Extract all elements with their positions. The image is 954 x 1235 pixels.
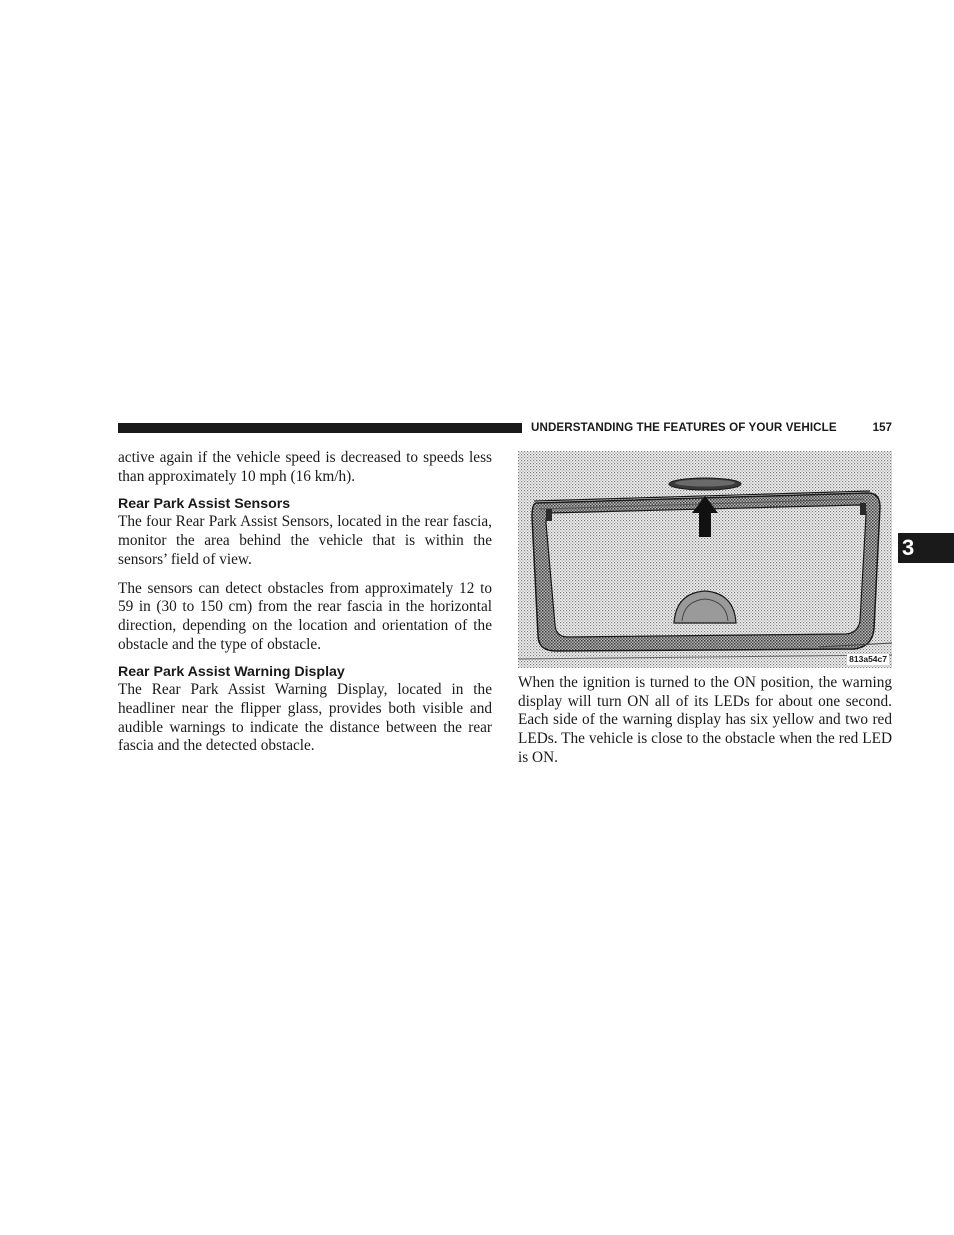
ignition-paragraph: When the ignition is turned to the ON position, the warning display will turn ON all of its LEDs for about one second. Each side of the warning display has six yellow and two red LEDs. The vehicle is close to the obstacle when the red LED is ON. [518,674,892,766]
rear-window-drawing [518,451,892,668]
chapter-tab: 3 [898,533,954,563]
sensors-paragraph-1: The four Rear Park Assist Sensors, located in the rear fascia, monitor the area behind the vehicle that is within the sensors’ field of view. [118,513,492,568]
display-heading: Rear Park Assist Warning Display [118,664,345,681]
sensors-paragraph-2: The sensors can detect obstacles from approximately 12 to 59 in (30 to 150 cm) from the rear fascia in the horizontal direction, depending on the location and orientation of the obstacle and the type of obstacle. [118,579,492,653]
rear-window-illustration [518,451,892,668]
header-rule [118,423,522,433]
display-paragraph: The Rear Park Assist Warning Display, located in the headliner near the flipper glass, provides both visible and audible warnings to indicate the distance between the rear fascia and the detected obstacle. [118,681,492,755]
page-number: 157 [872,421,892,434]
section-title: UNDERSTANDING THE FEATURES OF YOUR VEHICLE [531,421,837,434]
sensors-heading: Rear Park Assist Sensors [118,496,291,513]
image-code: 813a54c7 [849,654,887,664]
left-column [118,449,492,756]
right-column [518,674,892,768]
intro-paragraph: active again if the vehicle speed is decreased to speeds less than approximately 10 mph (16 km/h). [118,449,492,485]
